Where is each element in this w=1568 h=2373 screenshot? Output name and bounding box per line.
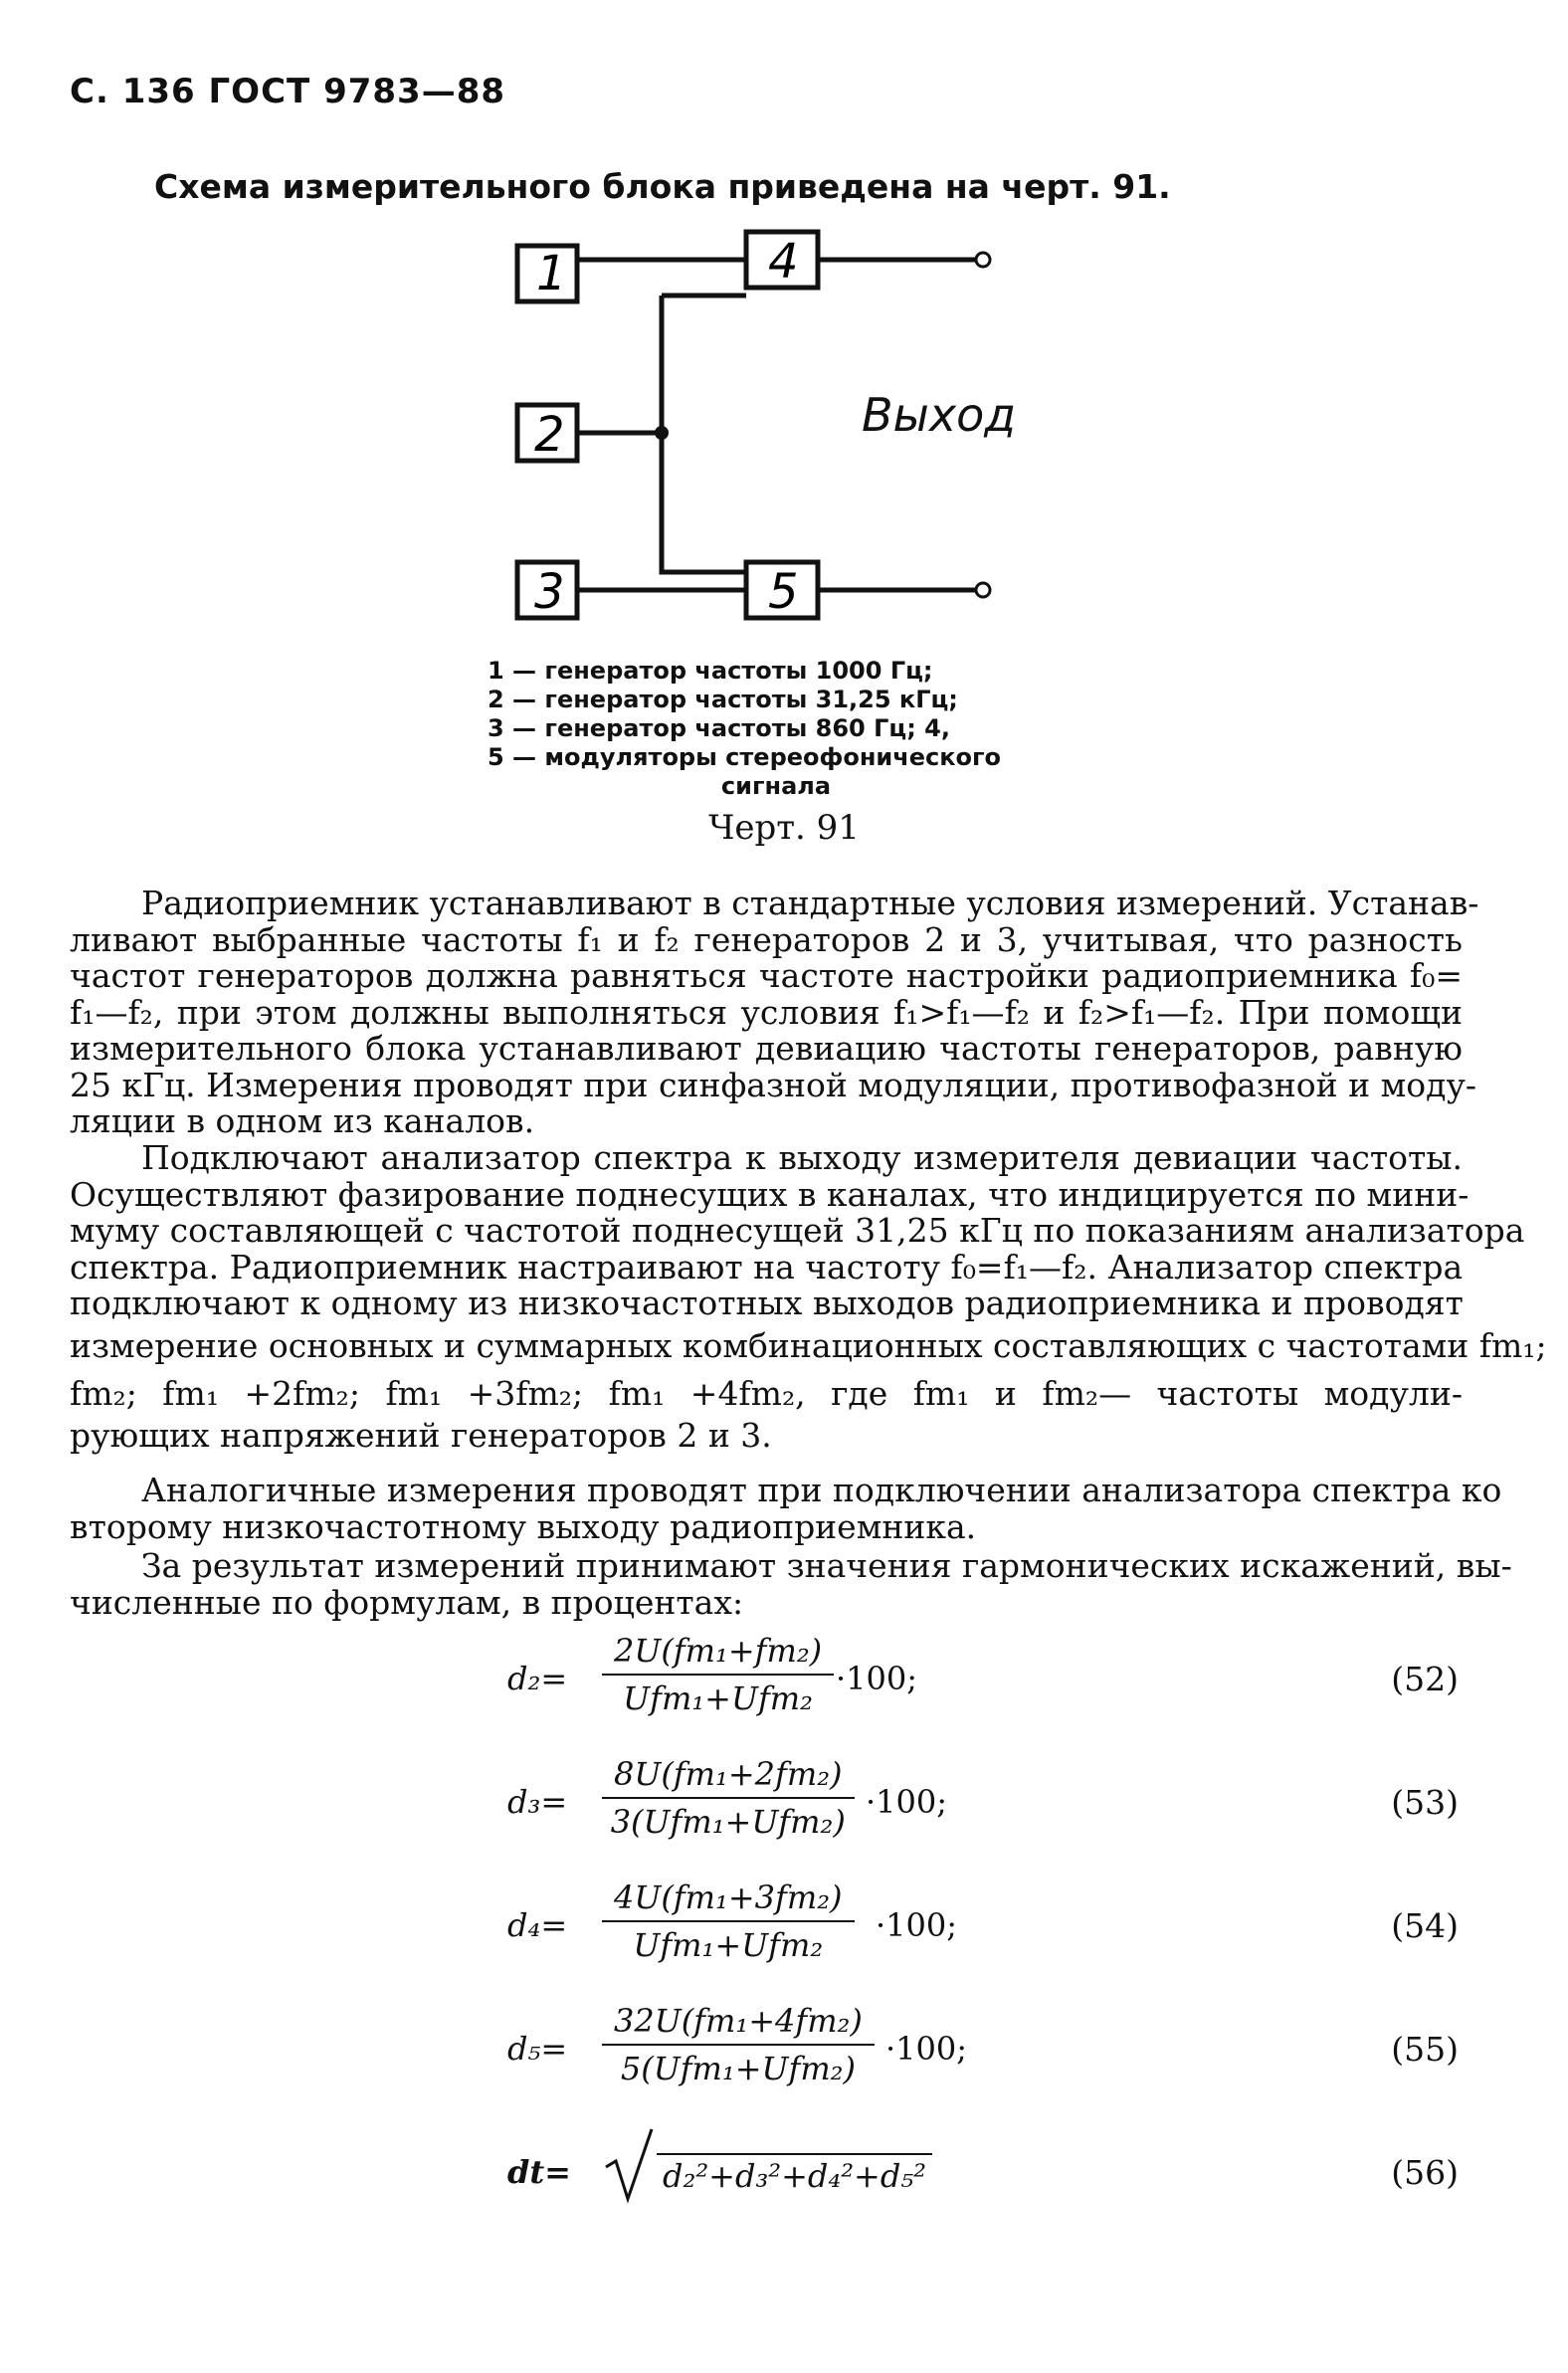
intro-text: Схема измерительного блока приведена на черт. 91. (154, 167, 1171, 206)
legend-line: сигнала (720, 772, 832, 800)
text-line: ливают выбранные частоты f₁ и f₂ генераторов 2 и 3, учитывая, что разность (70, 919, 1463, 959)
legend-line: 5 — модуляторы стереофонического (488, 743, 1002, 771)
text-line: численные по формулам, в процентах: (70, 1582, 744, 1622)
denominator: 3(Ufm₁+Ufm₂) (610, 1803, 846, 1841)
denominator: 5(Ufm₁+Ufm₂) (620, 2050, 856, 2087)
radicand: d₂²+d₃²+d₄²+d₅² (657, 2153, 932, 2195)
formula-lhs: d₅= (507, 2030, 568, 2068)
formula-lhs: d₃= (507, 1783, 568, 1821)
legend-line: 2 — генератор частоты 31,25 кГц; (488, 686, 958, 713)
text-line: второму низкочастотному выходу радиоприемника. (70, 1506, 977, 1546)
block-2-label: 2 (534, 407, 565, 463)
radical-sign (602, 2125, 662, 2205)
diagram-legend (488, 657, 1065, 801)
page-header: С. 136 ГОСТ 9783—88 (70, 72, 506, 111)
text-line: измерительного блока устанавливают девиацию частоты генераторов, равную (70, 1029, 1463, 1068)
paragraph-1 (70, 884, 1479, 1140)
formula-54 (0, 1879, 1568, 1988)
block-5-label: 5 (768, 564, 799, 620)
block-1-label: 1 (536, 246, 567, 301)
numerator: 8U(fm₁+2fm₂) (602, 1755, 855, 1799)
block-4-label: 4 (768, 234, 799, 290)
text-line: fm₂; fm₁ +2fm₂; fm₁ +3fm₂; fm₁ +4fm₂, где fm₁ и fm₂— частоты модули- (70, 1373, 1463, 1413)
block-3-label: 3 (534, 564, 565, 620)
numerator: 2U(fm₁+fm₂) (602, 1632, 834, 1676)
equation-number: (55) (1391, 2030, 1459, 2069)
text-line: рующих напряжений генераторов 2 и 3. (70, 1415, 772, 1455)
fraction (602, 2002, 875, 2087)
numerator: 32U(fm₁+4fm₂) (602, 2002, 875, 2046)
equation-number: (56) (1391, 2153, 1459, 2192)
wire-bus (662, 296, 746, 572)
fraction (602, 1632, 834, 1717)
text-line: f₁—f₂, при этом должны выполняться условия f₁>f₁—f₂ и f₂>f₁—f₂. При помощи (70, 992, 1463, 1032)
formula-55 (0, 2002, 1568, 2111)
text-line: частот генераторов должна равняться частоте настройки радиоприемника f₀= (70, 956, 1463, 995)
paragraph-2 (70, 1138, 1547, 1455)
text-line: измерение основных и суммарных комбинационных составляющих с частотами fm₁; (70, 1325, 1547, 1365)
formula-tail: ·100; (885, 2030, 968, 2068)
text-line: Осуществляют фазирование поднесущих в каналах, что индицируется по мини- (70, 1174, 1470, 1214)
equation-number: (54) (1391, 1906, 1459, 1945)
formula-tail: ·100; (836, 1660, 918, 1697)
formula-lhs: d₂= (507, 1660, 568, 1697)
output-terminal-bottom (976, 583, 990, 597)
junction-dot (655, 426, 669, 440)
fraction (602, 1879, 855, 1964)
output-label: Выход (862, 388, 1017, 442)
formula-tail: ·100; (876, 1906, 958, 1944)
formula-52 (0, 1632, 1568, 1741)
denominator: Ufm₁+Ufm₂ (623, 1680, 813, 1717)
text-line: спектра. Радиоприемник настраивают на частоту f₀=f₁—f₂. Анализатор спектра (70, 1247, 1464, 1286)
formula-lhs: d₄= (507, 1906, 568, 1944)
formula-56 (0, 2125, 1568, 2235)
paragraph-3 (70, 1471, 1502, 1546)
fraction (602, 1755, 855, 1841)
text-line: 25 кГц. Измерения проводят при синфазной модуляции, противофазной и моду- (70, 1065, 1477, 1104)
formula-tail: ·100; (866, 1783, 948, 1821)
legend-line: 3 — генератор частоты 860 Гц; 4, (488, 714, 950, 742)
numerator: 4U(fm₁+3fm₂) (602, 1879, 855, 1922)
text-line: подключают к одному из низкочастотных выходов радиоприемника и проводят (70, 1284, 1464, 1322)
paragraph-4 (70, 1546, 1512, 1622)
text-line: За результат измерений принимают значения гармонических искажений, вы- (141, 1546, 1512, 1585)
figure-caption: Черт. 91 (708, 808, 860, 848)
equation-number: (53) (1391, 1783, 1459, 1822)
output-terminal-top (976, 253, 990, 267)
text-line: Подключают анализатор спектра к выходу измерителя девиации частоты. (141, 1138, 1463, 1177)
denominator: Ufm₁+Ufm₂ (633, 1926, 824, 1964)
text-line: Аналогичные измерения проводят при подключении анализатора спектра ко (141, 1471, 1502, 1509)
formula-lhs: dt= (507, 2153, 571, 2191)
text-line: ляции в одном из каналов. (70, 1101, 535, 1140)
legend-line: 1 — генератор частоты 1000 Гц; (488, 657, 933, 685)
equation-number: (52) (1391, 1660, 1459, 1698)
text-line: Радиоприемник устанавливают в стандартные условия измерений. Устанав- (141, 884, 1479, 922)
text-line: муму составляющей с частотой поднесущей 31,25 кГц по показаниям анализатора (70, 1211, 1525, 1250)
formula-53 (0, 1755, 1568, 1865)
